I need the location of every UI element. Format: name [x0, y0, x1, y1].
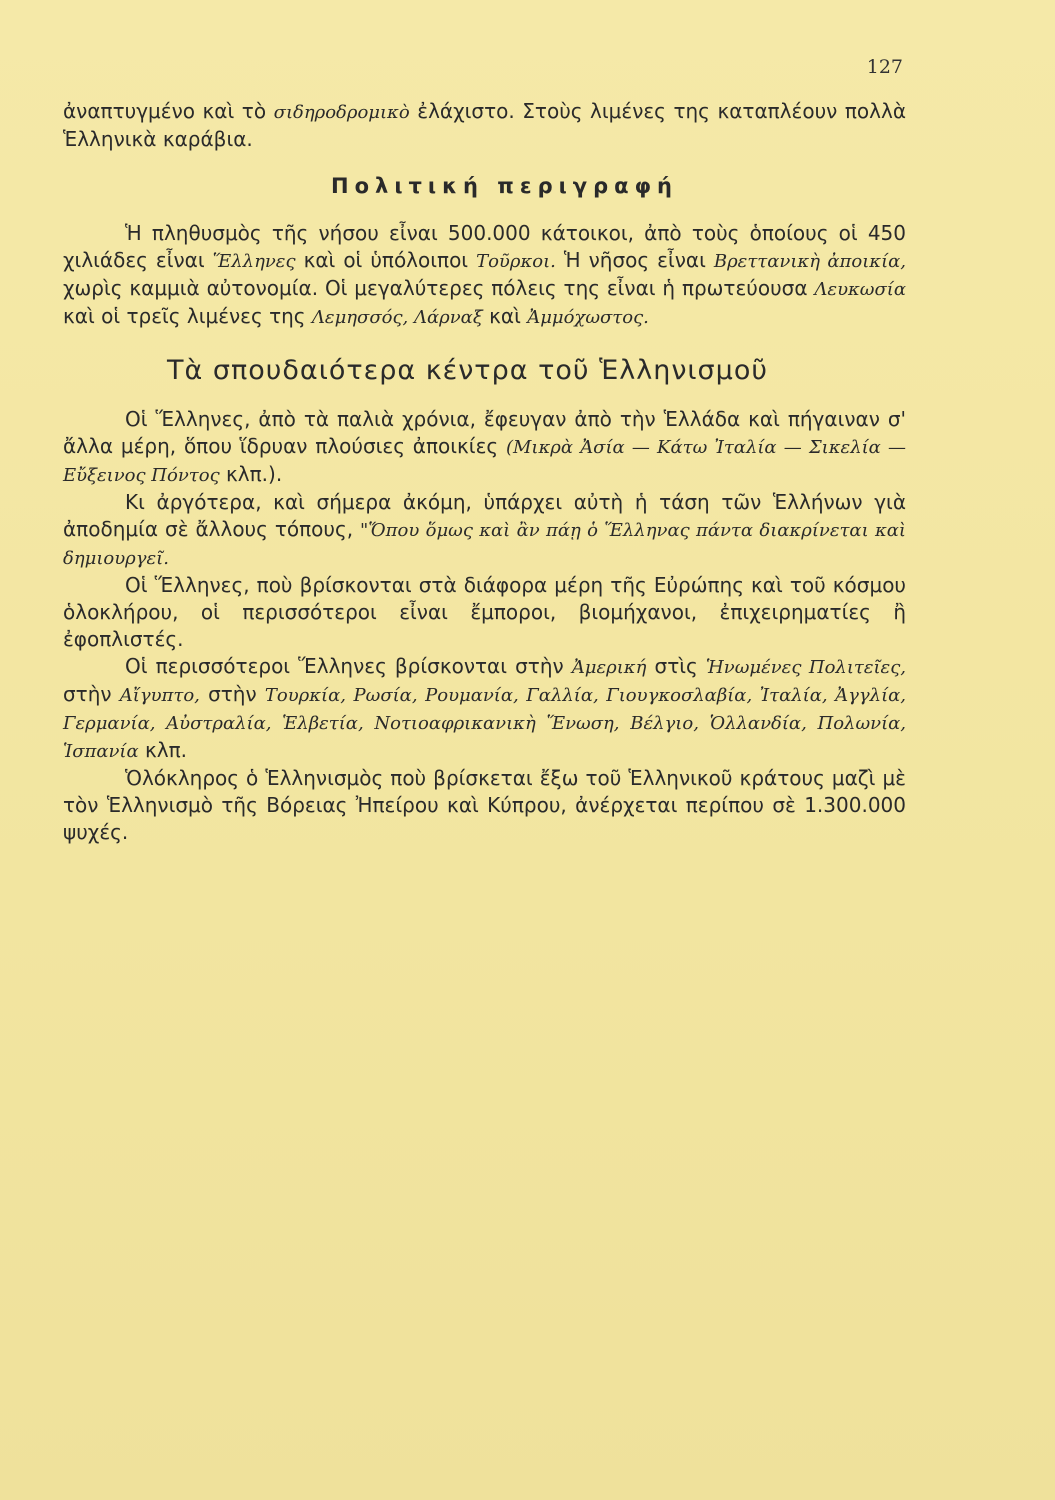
text-run: ἀναπτυγμένο καὶ τὸ: [63, 99, 267, 123]
text-run: στὴν: [208, 682, 257, 706]
text-run: Οἱ Ἕλληνες, ποὺ βρίσκονται στὰ διάφορα μέρη τῆς Εὐρώπης καὶ τοῦ κόσμου ὁλοκλήρου, οἱ περισσότεροι εἶναι ἔμποροι, βιομήχανοι, ἐπιχειρηματίες ἢ ἐφοπλιστές.: [63, 573, 906, 651]
text-run: ἐλάχιστο. Στοὺς λιμένες της καταπλέουν πολλὰ Ἑλληνικὰ καράβια.: [63, 99, 907, 151]
text-run: χωρὶς καμμιὰ αὐτονομία. Οἱ μεγαλύτερες πόλεις της εἶναι ἡ πρωτεύουσα: [63, 276, 808, 300]
paragraph-2: [63, 489, 906, 572]
italic-run: Αἴγυπτο,: [119, 685, 200, 706]
text-run: Ἡ νῆσος εἶναι: [563, 248, 706, 272]
italic-run: Βρεττανικὴ ἀποικία,: [713, 251, 907, 272]
section-heading-political: Πολιτική περιγραφή: [331, 174, 678, 198]
italic-run: Ἕλληνες: [212, 251, 296, 272]
italic-run: Ἀμερική: [571, 657, 647, 678]
italic-run: Ἀμμόχωστος.: [527, 307, 649, 328]
paragraph-3: [63, 572, 906, 653]
text-run: στὴν: [63, 682, 112, 706]
text-run: Οἱ Ἕλληνες, ἀπὸ τὰ παλιὰ χρόνια, ἔφευγαν ἀπὸ τὴν Ἑλλάδα καὶ πήγαιναν σ' ἄλλα μέρη, ὅπου ἵδρυαν πλούσιες ἀποικίες: [63, 407, 906, 458]
text-run: καὶ οἱ ὑπόλοιποι: [303, 248, 469, 272]
text-run: Κι ἀργότερα, καὶ σήμερα ἀκόμη, ὑπάρχει αὐτὴ ἡ τάση τῶν Ἑλλήνων γιὰ ἀποδημία σὲ ἄλλους τόπους,: [63, 490, 906, 541]
paragraph-4: [63, 653, 906, 765]
text-run: καὶ οἱ τρεῖς λιμένες της: [63, 304, 306, 328]
text-run: στὶς: [654, 654, 698, 678]
italic-run: Τουρκία, Ρωσία, Ρουμανία, Γαλλία, Γιουγκοσλαβία, Ἰταλία, Ἀγγλία, Γερμανία, Αὐστραλία, Ἑλβετία, Νοτιοαφρικανικὴ Ἕνωση, Βέλγιο, Ὁλλανδία, Πολωνία, Ἱσπανία: [63, 685, 906, 762]
italic-run: "Ὅπου ὅμως καὶ ἂν πάῃ ὁ Ἕλληνας πάντα διακρίνεται καὶ δημιουργεῖ.: [63, 520, 906, 569]
paragraph-5: [63, 765, 906, 846]
italic-run: Λευκωσία: [814, 279, 906, 300]
text-run: Οἱ περισσότεροι Ἕλληνες βρίσκονται στὴν: [125, 654, 564, 678]
page-body: [63, 98, 906, 846]
text-run: Ἡ πληθυσμὸς τῆς νήσου εἶναι 500.000 κάτοικοι, ἀπὸ τοὺς ὁποίους οἱ 450 χιλιάδες εἶναι: [63, 221, 906, 272]
political-paragraph: [63, 220, 906, 331]
paragraph-1: [63, 406, 906, 489]
italic-run: Τοῦρκοι.: [476, 251, 556, 272]
page-number: 127: [866, 56, 903, 78]
text-run: καὶ: [489, 304, 521, 328]
italic-run: Ἡνωμένες Πολιτεῖες,: [705, 657, 907, 678]
text-run: κλπ.).: [226, 462, 283, 486]
intro-paragraph: [63, 98, 906, 153]
text-run: κλπ.: [145, 738, 188, 762]
text-run: Ὁλόκληρος ὁ Ἑλληνισμὸς ποὺ βρίσκεται ἔξω τοῦ Ἑλληνικοῦ κράτους μαζὶ μὲ τὸν Ἑλληνισμὸ τῆς Βόρειας Ἠπείρου καὶ Κύπρου, ἀνέρχεται περίπου σὲ 1.300.000 ψυχές.: [63, 766, 906, 844]
italic-run: σιδηροδρομικὸ: [273, 102, 410, 123]
italic-run: Λεμησσός, Λάρναξ: [311, 307, 483, 328]
italic-run: (Μικρὰ Ἀσία — Κάτω Ἰταλία — Σικελία — Εὔξεινος Πόντος: [63, 437, 907, 486]
section-heading-hellenism: Τὰ σπουδαιότερα κέντρα τοῦ Ἑλληνισμοῦ: [167, 355, 768, 386]
